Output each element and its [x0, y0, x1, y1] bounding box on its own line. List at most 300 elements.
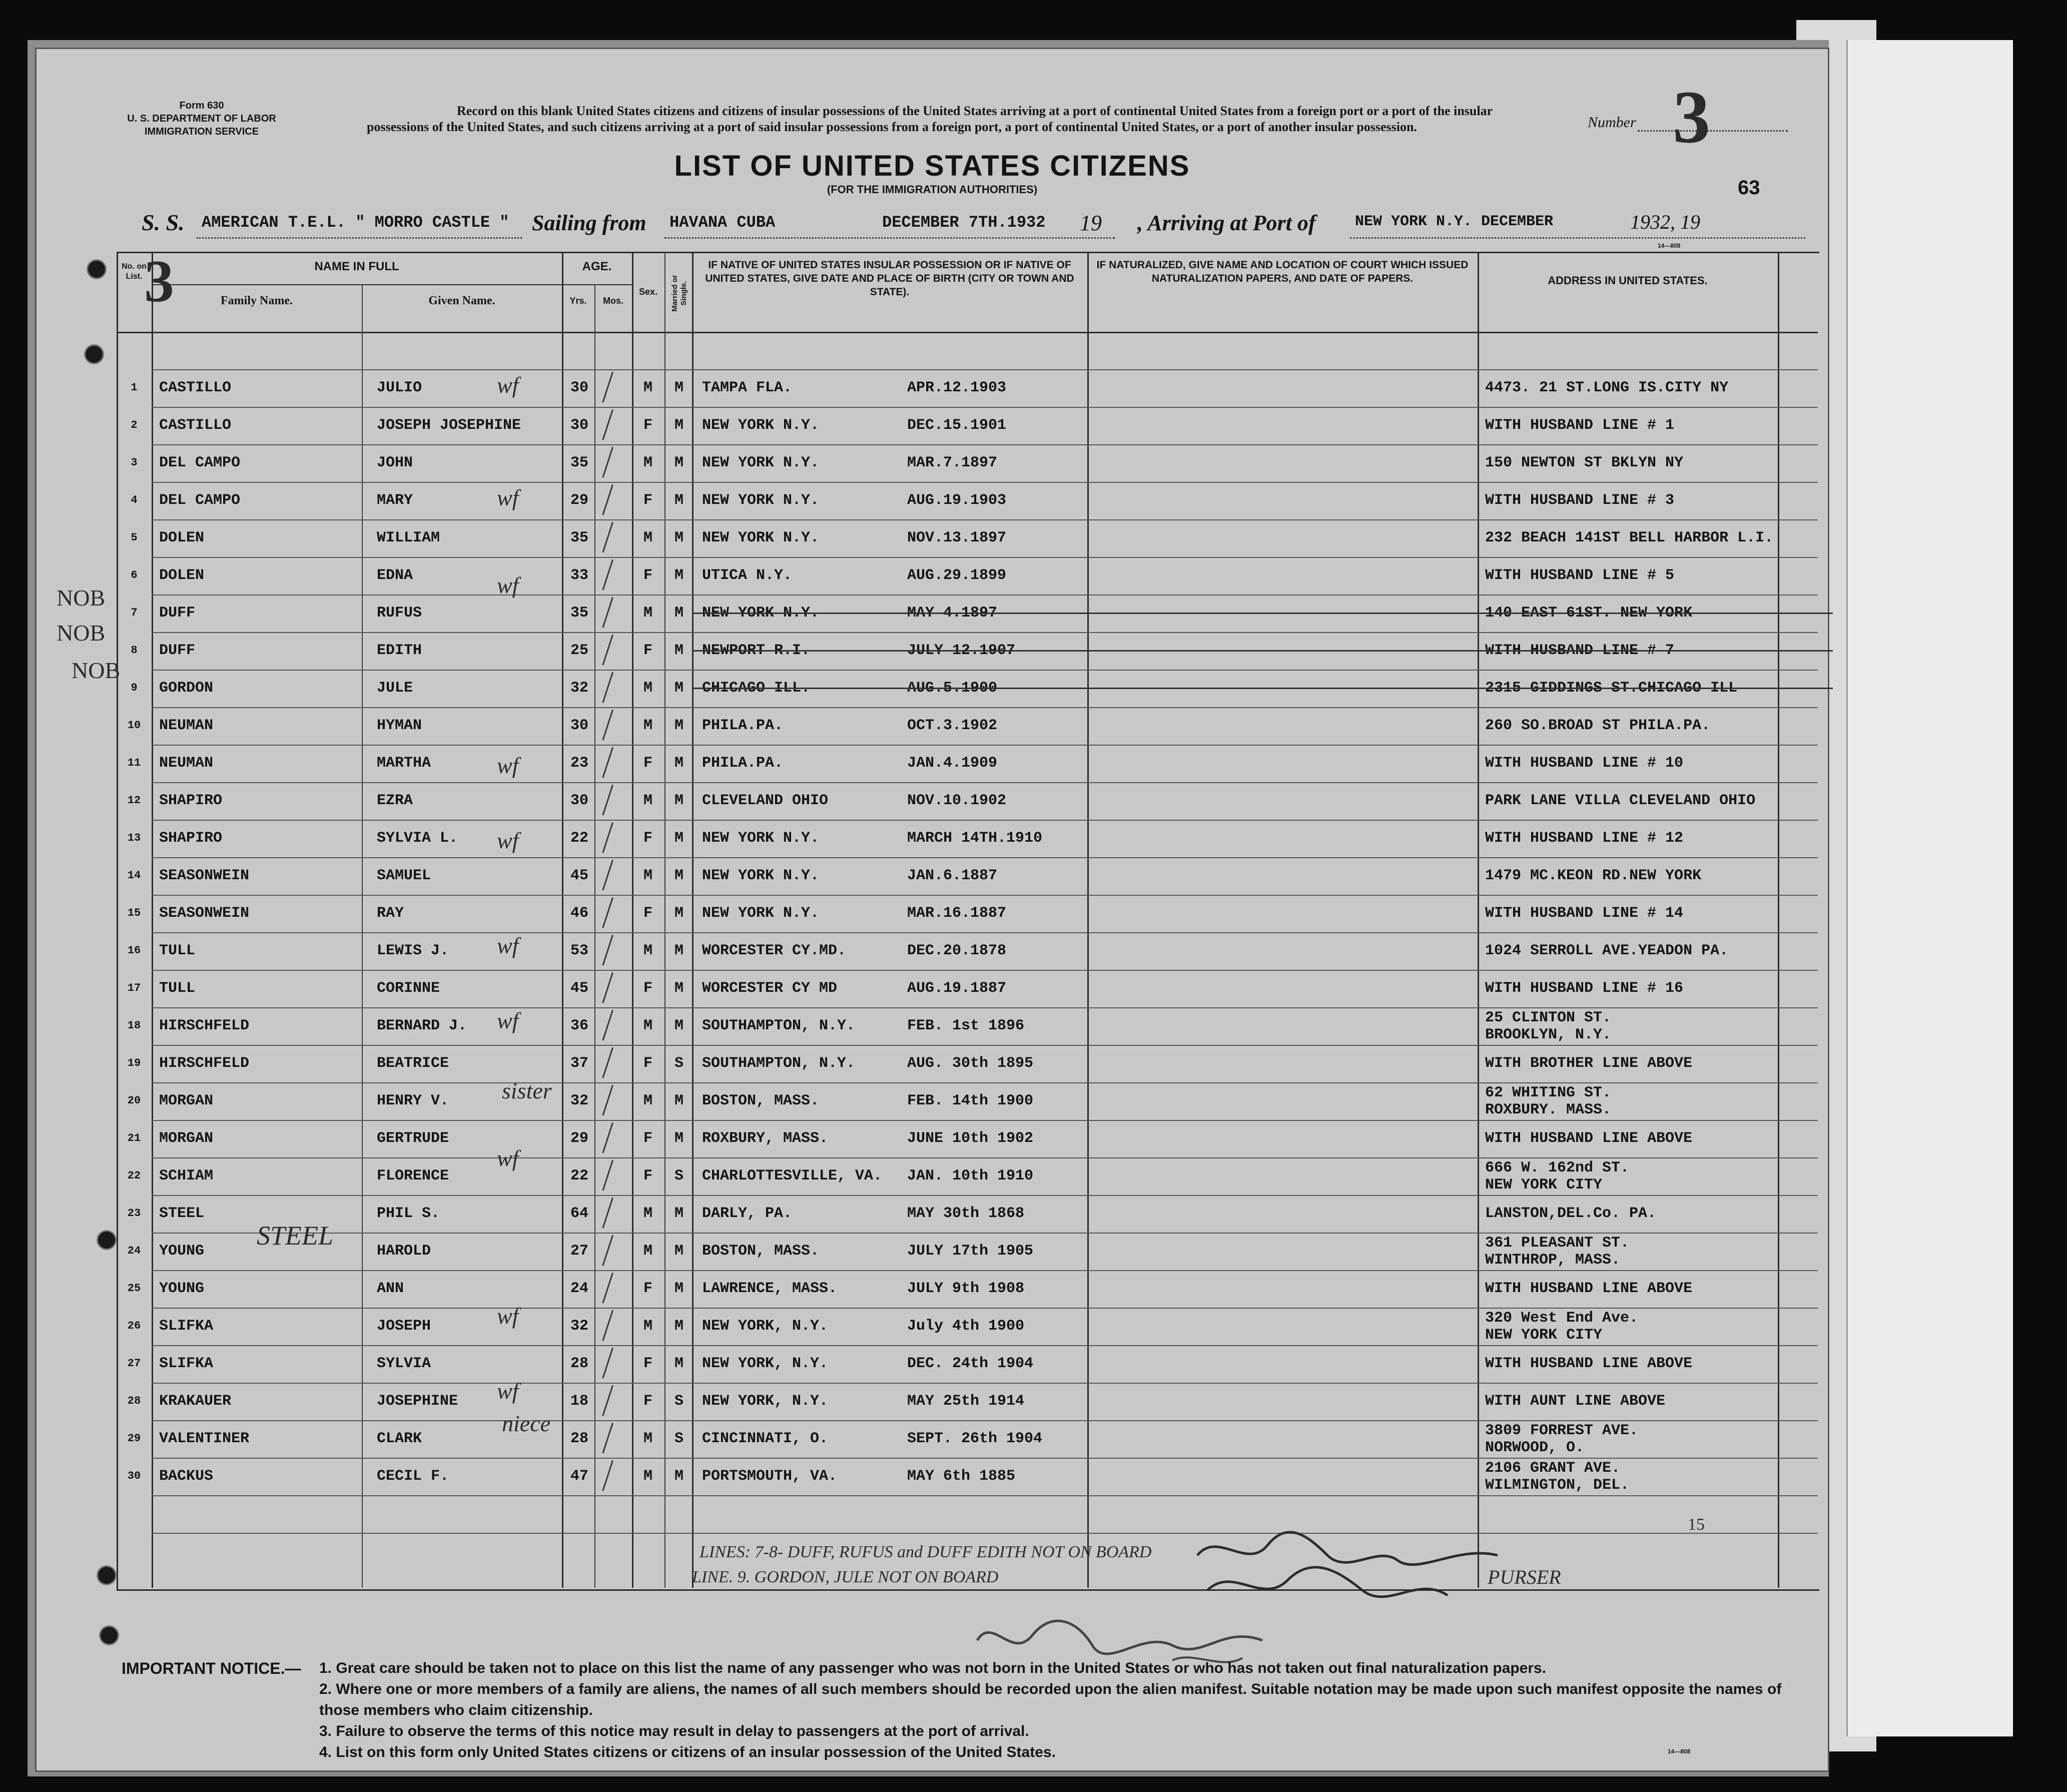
- marital-status: M: [674, 1468, 683, 1485]
- birth-place: NEW YORK, N.Y.: [702, 1318, 829, 1335]
- family-name: HIRSCHFELD: [159, 1017, 250, 1034]
- table-row: [37, 1195, 2067, 1233]
- birth-place: NEW YORK N.Y.: [702, 417, 820, 434]
- family-name: MORGAN: [159, 1130, 214, 1147]
- birth-date: AUG.29.1899: [907, 567, 1007, 584]
- family-name: DOLEN: [159, 567, 205, 584]
- punch-hole: [99, 1625, 119, 1645]
- col-header-age: AGE.: [582, 260, 612, 273]
- marital-status: M: [674, 492, 683, 509]
- age-years: 23: [570, 755, 588, 772]
- birth-place: ROXBURY, MASS.: [702, 1130, 829, 1147]
- sex: M: [643, 529, 652, 546]
- family-name: SCHIAM: [159, 1167, 214, 1184]
- marital-status: M: [674, 792, 683, 809]
- table-row: [37, 970, 2067, 1007]
- check-mark: [602, 935, 617, 967]
- address-line-2: BROOKLYN, N.Y.: [1485, 1026, 1612, 1043]
- address: WITH HUSBAND LINE ABOVE: [1485, 1355, 1693, 1372]
- row-number: 21: [127, 1132, 141, 1144]
- given-name: MARTHA: [377, 755, 431, 772]
- table-row: [37, 369, 2067, 407]
- col-header-sex: Sex.: [638, 287, 658, 297]
- check-mark: [602, 897, 617, 929]
- address: 62 WHITING ST.: [1485, 1084, 1612, 1101]
- table-row: [37, 1045, 2067, 1082]
- birth-date: MARCH 14TH.1910: [907, 830, 1043, 847]
- row-number: 20: [127, 1094, 141, 1107]
- check-mark: [602, 972, 617, 1004]
- marital-status: M: [674, 605, 683, 622]
- given-name: HYMAN: [377, 717, 422, 734]
- row-number: 16: [127, 944, 141, 957]
- birth-date: MAY 6th 1885: [907, 1468, 1016, 1485]
- address: WITH HUSBAND LINE ABOVE: [1485, 1130, 1693, 1147]
- row-number: 22: [127, 1169, 141, 1182]
- sex: F: [643, 1355, 652, 1372]
- birth-place: NEW YORK N.Y.: [702, 830, 820, 847]
- arriving-label: , Arriving at Port of: [1137, 211, 1316, 235]
- address: 150 NEWTON ST BKLYN NY: [1485, 454, 1684, 471]
- address-line-2: NEW YORK CITY: [1485, 1327, 1603, 1344]
- family-name: MORGAN: [159, 1092, 214, 1109]
- check-mark: [602, 785, 617, 817]
- check-mark: [602, 822, 617, 854]
- notice-item-3: 3. Failure to observe the terms of this notice may result in delay to passengers at the port of arrival.: [319, 1723, 1029, 1739]
- row-number: 11: [127, 757, 141, 769]
- sex: M: [643, 942, 652, 959]
- age-years: 35: [570, 454, 588, 471]
- family-name: TULL: [159, 942, 196, 959]
- number-blank: [1638, 130, 1788, 132]
- row-number: 14: [127, 869, 141, 882]
- address: 3809 FORREST AVE.: [1485, 1422, 1639, 1439]
- row-number: 19: [127, 1057, 141, 1069]
- table-row: [37, 482, 2067, 519]
- birth-place: DARLY, PA.: [702, 1205, 793, 1222]
- check-mark: [602, 1235, 617, 1267]
- sex: M: [643, 1243, 652, 1260]
- handwritten-wf: wf: [497, 572, 519, 598]
- table-row: [37, 1383, 2067, 1420]
- row-number: 12: [127, 794, 141, 807]
- not-on-board-note-1: LINES: 7-8- DUFF, RUFUS and DUFF EDITH NOT ON BOARD: [700, 1543, 1152, 1561]
- age-years: 29: [570, 1130, 588, 1147]
- age-years: 29: [570, 492, 588, 509]
- page-number: 63: [1738, 177, 1760, 199]
- address: 1479 MC.KEON RD.NEW YORK: [1485, 867, 1702, 884]
- ship-blank: [197, 237, 522, 239]
- birth-place: NEW YORK N.Y.: [702, 492, 820, 509]
- birth-date: MAY 25th 1914: [907, 1393, 1025, 1410]
- family-name: NEUMAN: [159, 717, 214, 734]
- birth-date: AUG.19.1887: [907, 980, 1007, 997]
- birth-date: JULY 17th 1905: [907, 1243, 1034, 1260]
- arriving-port: NEW YORK N.Y. DECEMBER: [1355, 213, 1554, 230]
- row-number: 5: [131, 531, 138, 544]
- check-mark: [602, 710, 617, 742]
- birth-date: JULY 9th 1908: [907, 1280, 1025, 1297]
- check-mark: [602, 672, 617, 704]
- sex: F: [643, 1393, 652, 1410]
- handwritten-wf: wf: [497, 1303, 519, 1329]
- row-number: 23: [127, 1207, 141, 1220]
- sex: F: [643, 642, 652, 659]
- arriving-blank: [1350, 237, 1805, 239]
- address: WITH HUSBAND LINE # 14: [1485, 905, 1684, 922]
- notice-item-1: 1. Great care should be taken not to place on this list the name of any passenger who was not born in the United States or who has not taken out final naturalization papers.: [319, 1660, 1547, 1676]
- birth-place: NEW YORK, N.Y.: [702, 1393, 829, 1410]
- family-name: STEEL: [159, 1205, 205, 1222]
- age-years: 45: [570, 867, 588, 884]
- marital-status: M: [674, 642, 683, 659]
- marital-status: M: [674, 680, 683, 697]
- age-years: 24: [570, 1280, 588, 1297]
- birth-date: JUNE 10th 1902: [907, 1130, 1034, 1147]
- sex: M: [643, 717, 652, 734]
- birth-date: SEPT. 26th 1904: [907, 1430, 1043, 1447]
- given-name: BERNARD J.: [377, 1017, 467, 1034]
- given-name: JOSEPH JOSEPHINE: [377, 417, 521, 434]
- given-name: ANN: [377, 1280, 404, 1297]
- check-mark: [602, 559, 617, 591]
- check-mark: [602, 372, 617, 404]
- family-name: CASTILLO: [159, 379, 232, 396]
- sex: M: [643, 1318, 652, 1335]
- purser-signature: PURSER: [1488, 1566, 1561, 1588]
- sex: M: [643, 1468, 652, 1485]
- birth-date: DEC. 24th 1904: [907, 1355, 1034, 1372]
- margin-note-nob: NOB: [57, 585, 106, 611]
- given-name: MARY: [377, 492, 413, 509]
- address-line-2: NEW YORK CITY: [1485, 1176, 1603, 1193]
- sex: M: [643, 1017, 652, 1034]
- family-name: CASTILLO: [159, 417, 232, 434]
- family-name: YOUNG: [159, 1280, 205, 1297]
- table-row: [37, 895, 2067, 932]
- address: WITH BROTHER LINE ABOVE: [1485, 1055, 1693, 1072]
- print-code-bottom: 14—808: [1668, 1748, 1691, 1755]
- punch-hole: [84, 344, 104, 364]
- given-name: SYLVIA L.: [377, 830, 458, 847]
- handwritten-wf: wf: [497, 372, 519, 398]
- handwritten-sister: sister: [502, 1078, 552, 1103]
- punch-hole: [87, 259, 107, 279]
- table-row: [37, 1082, 2067, 1120]
- age-years: 32: [570, 1092, 588, 1109]
- number-label: Number: [1588, 114, 1636, 131]
- age-years: 47: [570, 1468, 588, 1485]
- age-subheader-line: [562, 284, 632, 285]
- handwritten-steel: STEEL: [257, 1221, 334, 1251]
- sex: F: [643, 755, 652, 772]
- address: 232 BEACH 141ST BELL HARBOR L.I.: [1485, 529, 1774, 546]
- handwritten-wf: wf: [497, 485, 519, 510]
- age-years: 22: [570, 830, 588, 847]
- family-name: DEL CAMPO: [159, 492, 241, 509]
- birth-place: SOUTHAMPTON, N.Y.: [702, 1017, 856, 1034]
- marital-status: M: [674, 980, 683, 997]
- birth-place: TAMPA FLA.: [702, 379, 793, 396]
- family-name: GORDON: [159, 680, 214, 697]
- row-number: 28: [127, 1395, 141, 1407]
- row-number: 15: [127, 907, 141, 919]
- row-line: [152, 1533, 1818, 1534]
- strike-line: [692, 650, 1833, 652]
- print-code-top: 14—808: [1658, 242, 1681, 249]
- given-name: CLARK: [377, 1430, 422, 1447]
- given-name: HAROLD: [377, 1243, 431, 1260]
- marital-status: M: [674, 830, 683, 847]
- given-name: RAY: [377, 905, 404, 922]
- given-name: JULIO: [377, 379, 422, 396]
- birth-date: AUG.19.1903: [907, 492, 1007, 509]
- birth-place: CHICAGO ILL.: [702, 680, 811, 697]
- table-row: [37, 745, 2067, 782]
- birth-date: MAY 30th 1868: [907, 1205, 1025, 1222]
- address: 260 SO.BROAD ST PHILA.PA.: [1485, 717, 1711, 734]
- check-mark: [602, 1010, 617, 1042]
- family-name: VALENTINER: [159, 1430, 250, 1447]
- row-number: 27: [127, 1357, 141, 1370]
- check-mark: [602, 1310, 617, 1342]
- sailing-date: DECEMBER 7TH.1932: [882, 213, 1046, 232]
- age-years: 30: [570, 792, 588, 809]
- birth-place: PHILA.PA.: [702, 717, 784, 734]
- family-name: NEUMAN: [159, 755, 214, 772]
- handwritten-wf: wf: [497, 753, 519, 778]
- address: 666 W. 162nd ST.: [1485, 1159, 1630, 1176]
- birth-date: JAN.6.1887: [907, 867, 998, 884]
- marital-status: M: [674, 529, 683, 546]
- table-row: [37, 820, 2067, 857]
- ship-name: AMERICAN T.E.L. " MORRO CASTLE ": [202, 213, 509, 232]
- age-years: 46: [570, 905, 588, 922]
- birth-place: UTICA N.Y.: [702, 567, 793, 584]
- sailing-blank: [664, 237, 1115, 239]
- table-row: [37, 857, 2067, 895]
- sex: M: [643, 867, 652, 884]
- ss-label: S. S.: [142, 210, 185, 235]
- check-mark: [602, 1160, 617, 1192]
- given-name: BEATRICE: [377, 1055, 449, 1072]
- family-name: SHAPIRO: [159, 830, 223, 847]
- table-row: [37, 407, 2067, 444]
- marital-status: S: [674, 1167, 683, 1184]
- sex: M: [643, 454, 652, 471]
- table-row: [37, 1345, 2067, 1383]
- check-mark: [602, 1047, 617, 1079]
- age-years: 35: [570, 529, 588, 546]
- sailing-label: Sailing from: [532, 211, 646, 235]
- birth-date: NOV.10.1902: [907, 792, 1007, 809]
- col-header-name: NAME IN FULL: [314, 260, 399, 273]
- birth-place: WORCESTER CY.MD.: [702, 942, 847, 959]
- address: WITH HUSBAND LINE # 7: [1485, 642, 1675, 659]
- age-years: 33: [570, 567, 588, 584]
- address-line-2: WILMINGTON, DEL.: [1485, 1477, 1630, 1494]
- marital-status: M: [674, 1130, 683, 1147]
- birth-place: PORTSMOUTH, VA.: [702, 1468, 838, 1485]
- check-mark: [602, 1348, 617, 1380]
- check-mark: [602, 860, 617, 892]
- address: 320 West End Ave.: [1485, 1310, 1639, 1327]
- page-title: LIST OF UNITED STATES CITIZENS: [674, 150, 1190, 182]
- birth-date: JULY 12.1907: [907, 642, 1016, 659]
- table-row: [37, 444, 2067, 482]
- birth-date: DEC.20.1878: [907, 942, 1007, 959]
- row-number: 30: [127, 1470, 141, 1482]
- marital-status: M: [674, 905, 683, 922]
- family-name: DUFF: [159, 605, 196, 622]
- table-row: [37, 1157, 2067, 1195]
- address: WITH HUSBAND LINE # 16: [1485, 980, 1684, 997]
- sex: F: [643, 1055, 652, 1072]
- given-name: JOSEPHINE: [377, 1393, 458, 1410]
- table-row: [37, 707, 2067, 745]
- sex: M: [643, 1205, 652, 1222]
- birth-place: BOSTON, MASS.: [702, 1243, 820, 1260]
- family-name: SEASONWEIN: [159, 867, 250, 884]
- sex: M: [643, 379, 652, 396]
- col-header-mos: Mos.: [602, 296, 623, 306]
- row-number: 26: [127, 1320, 141, 1332]
- birth-place: CINCINNATI, O.: [702, 1430, 829, 1447]
- marital-status: M: [674, 942, 683, 959]
- form-number: Form 630: [179, 100, 224, 111]
- birth-place: CHARLOTTESVILLE, VA.: [702, 1167, 883, 1184]
- address: LANSTON,DEL.Co. PA.: [1485, 1205, 1657, 1222]
- table-row: [37, 1458, 2067, 1495]
- age-years: 37: [570, 1055, 588, 1072]
- sex: M: [643, 680, 652, 697]
- birth-place: NEWPORT R.I.: [702, 642, 811, 659]
- marital-status: M: [674, 567, 683, 584]
- page-subtitle: (FOR THE IMMIGRATION AUTHORITIES): [827, 183, 1038, 196]
- given-name: RUFUS: [377, 605, 422, 622]
- table-row: [37, 1420, 2067, 1458]
- sex: F: [643, 980, 652, 997]
- age-years: 27: [570, 1243, 588, 1260]
- family-name: KRAKAUER: [159, 1393, 232, 1410]
- col-header-family: Family Name.: [221, 294, 293, 307]
- row-number: 9: [131, 682, 138, 694]
- address: 1024 SERROLL AVE.YEADON PA.: [1485, 942, 1729, 959]
- family-name: SHAPIRO: [159, 792, 223, 809]
- birth-date: MAR.7.1897: [907, 454, 998, 471]
- age-years: 30: [570, 717, 588, 734]
- address-line-2: WINTHROP, MASS.: [1485, 1252, 1621, 1269]
- table-row: [37, 1233, 2067, 1270]
- col-header-birth: IF NATIVE OF UNITED STATES INSULAR POSSESSION OR IF NATIVE OF UNITED STATES, GIVE DATE AND PLACE OF BIRTH (CITY OR TOWN AND STATE).: [705, 259, 1074, 298]
- sex: F: [643, 1130, 652, 1147]
- sex: F: [643, 830, 652, 847]
- given-name: EDNA: [377, 567, 413, 584]
- row-number: 24: [127, 1245, 141, 1257]
- col-header-yrs: Yrs.: [569, 296, 587, 306]
- age-years: 45: [570, 980, 588, 997]
- col-header-given: Given Name.: [428, 294, 495, 307]
- given-name: JOSEPH: [377, 1318, 431, 1335]
- birth-place: NEW YORK N.Y.: [702, 454, 820, 471]
- row-number: 10: [127, 719, 141, 732]
- family-name: SEASONWEIN: [159, 905, 250, 922]
- address: WITH HUSBAND LINE # 5: [1485, 567, 1675, 584]
- marital-status: M: [674, 379, 683, 396]
- birth-date: AUG.5.1900: [907, 680, 998, 697]
- address: WITH AUNT LINE ABOVE: [1485, 1393, 1666, 1410]
- sex: M: [643, 1092, 652, 1109]
- row-number: 17: [127, 982, 141, 994]
- not-on-board-note-2: LINE. 9. GORDON, JULE NOT ON BOARD: [692, 1568, 999, 1586]
- family-name: SLIFKA: [159, 1318, 214, 1335]
- row-number: 13: [127, 832, 141, 844]
- birth-place: NEW YORK N.Y.: [702, 529, 820, 546]
- sex: F: [643, 492, 652, 509]
- check-mark: [602, 1122, 617, 1154]
- row-number: 1: [131, 381, 138, 394]
- address: WITH HUSBAND LINE # 1: [1485, 417, 1675, 434]
- address: 2106 GRANT AVE.: [1485, 1460, 1621, 1477]
- check-mark: [602, 484, 617, 516]
- marital-status: S: [674, 1430, 683, 1447]
- sex: F: [643, 567, 652, 584]
- page-tally: 15: [1688, 1515, 1705, 1534]
- birth-date: MAR.16.1887: [907, 905, 1007, 922]
- row-number: 29: [127, 1432, 141, 1445]
- col-header-married: Married or Single.: [670, 275, 688, 312]
- family-name: TULL: [159, 980, 196, 997]
- birth-place: SOUTHAMPTON, N.Y.: [702, 1055, 856, 1072]
- handwritten-niece: niece: [502, 1411, 551, 1436]
- family-name: SLIFKA: [159, 1355, 214, 1372]
- family-name: DUFF: [159, 642, 196, 659]
- address: 2315 GIDDINGS ST.CHICAGO ILL: [1485, 680, 1738, 697]
- birth-place: PHILA.PA.: [702, 755, 784, 772]
- check-mark: [602, 635, 617, 667]
- check-mark: [602, 1273, 617, 1305]
- sex: F: [643, 1167, 652, 1184]
- age-years: 28: [570, 1355, 588, 1372]
- given-name: HENRY V.: [377, 1092, 449, 1109]
- strike-line: [692, 613, 1833, 614]
- marital-status: M: [674, 454, 683, 471]
- address: 140 EAST 61ST. NEW YORK: [1485, 605, 1693, 622]
- birth-date: JAN.4.1909: [907, 755, 998, 772]
- sex: M: [643, 792, 652, 809]
- birth-date: NOV.13.1897: [907, 529, 1007, 546]
- address: WITH HUSBAND LINE # 12: [1485, 830, 1684, 847]
- address: 361 PLEASANT ST.: [1485, 1235, 1630, 1252]
- check-mark: [602, 409, 617, 441]
- sex: M: [643, 1430, 652, 1447]
- row-number: 18: [127, 1019, 141, 1032]
- check-mark: [602, 1423, 617, 1455]
- handwritten-wf: wf: [497, 1008, 519, 1033]
- address-line-2: ROXBURY. MASS.: [1485, 1101, 1612, 1118]
- family-name: DOLEN: [159, 529, 205, 546]
- birth-place: LAWRENCE, MASS.: [702, 1280, 838, 1297]
- marital-status: S: [674, 1055, 683, 1072]
- given-name: EDITH: [377, 642, 422, 659]
- sex: F: [643, 1280, 652, 1297]
- handwritten-wf: wf: [497, 1145, 519, 1171]
- table-row: [37, 519, 2067, 557]
- sex: F: [643, 417, 652, 434]
- age-years: 18: [570, 1393, 588, 1410]
- given-name: PHIL S.: [377, 1205, 440, 1222]
- marital-status: M: [674, 417, 683, 434]
